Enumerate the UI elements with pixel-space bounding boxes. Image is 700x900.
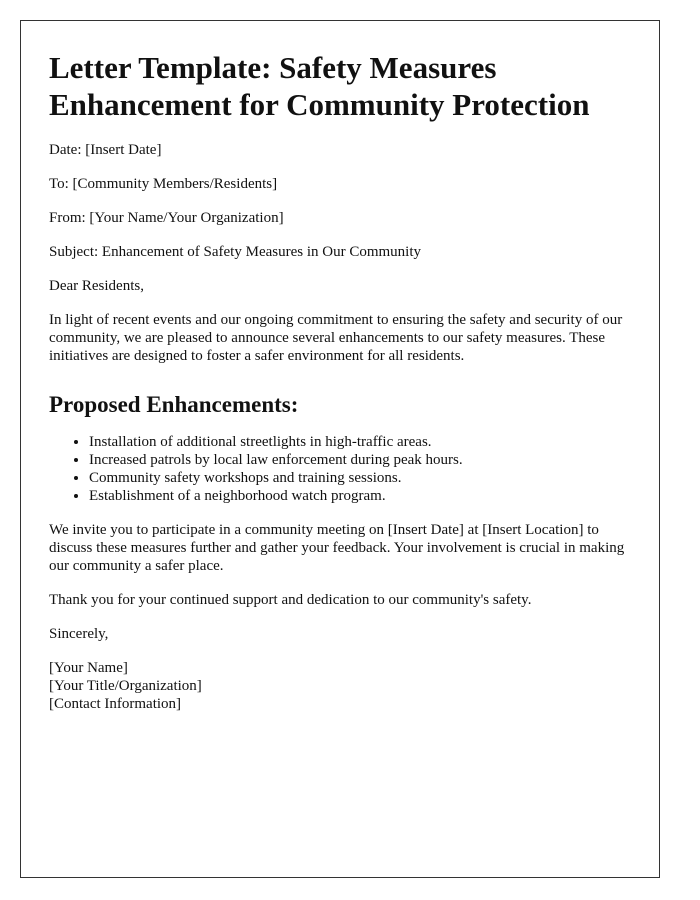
signature-block [49,659,631,713]
section-heading: Proposed Enhancements: [49,392,299,417]
invite-paragraph: We invite you to participate in a community meeting on [Insert Date] at [Insert Location] to discuss these measures further and gather your feedback. Your involvement is crucial in making our community a safer place. [49,522,625,574]
from-line: From: [Your Name/Your Organization] [49,210,284,226]
letter-title: Letter Template: Safety Measures Enhancement for Community Protection [49,50,590,122]
letter-page [20,20,660,878]
signature-name: [Your Name] [49,660,128,676]
date-line: Date: [Insert Date] [49,142,162,158]
intro-paragraph: In light of recent events and our ongoing commitment to ensuring the safety and security of our community, we are pleased to announce several enhancements to our safety measures. These initiatives are designed to foster a safer environment for all residents. [49,312,623,364]
thanks-paragraph: Thank you for your continued support and dedication to our community's safety. [49,592,532,608]
enhancements-list [49,433,631,505]
closing: Sincerely, [49,626,109,642]
list-item: • Increased patrols by local law enforcement during peak hours. [89,451,631,469]
salutation: Dear Residents, [49,278,144,294]
list-item: • Installation of additional streetlights in high-traffic areas. [89,433,631,451]
to-line: To: [Community Members/Residents] [49,176,278,192]
subject-line: Subject: Enhancement of Safety Measures in Our Community [49,244,422,260]
list-item: • Community safety workshops and training sessions. [89,469,631,487]
signature-contact: [Contact Information] [49,696,182,712]
list-item: • Establishment of a neighborhood watch program. [89,487,631,505]
signature-title: [Your Title/Organization] [49,678,202,694]
